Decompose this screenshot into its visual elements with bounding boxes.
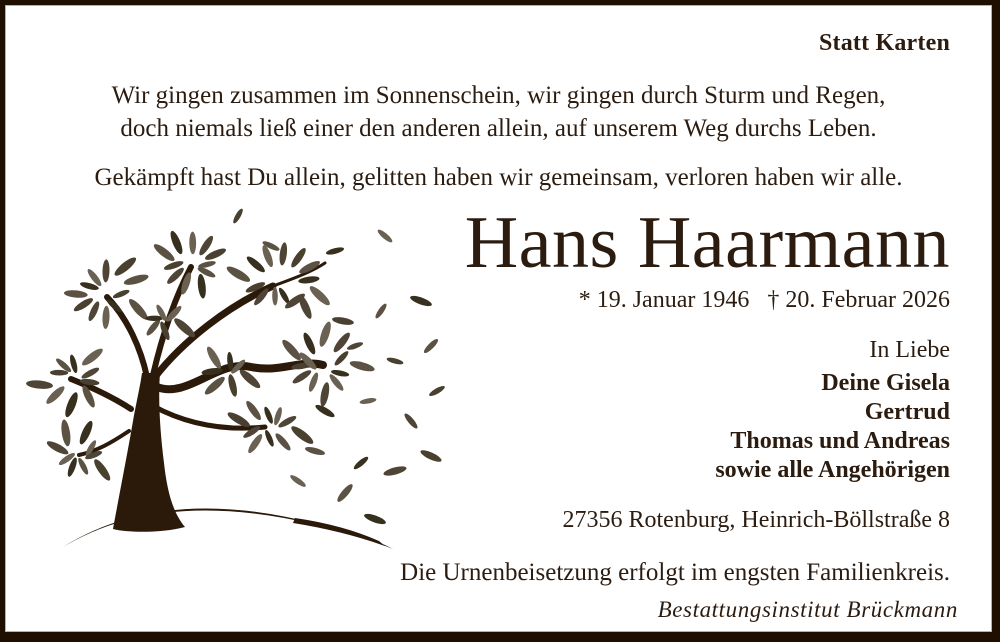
mourner-line: Gertrud <box>864 399 950 425</box>
epigraph-line-1: Wir gingen zusammen im Sonnenschein, wir gingen durch Sturm und Regen, <box>111 82 886 109</box>
epigraph-verse <box>5 79 992 145</box>
address-line: 27356 Rotenburg, Heinrich-Böllstraße 8 <box>562 507 950 533</box>
funeral-home-signature: Bestattungsinstitut Brückmann <box>657 597 958 622</box>
statt-karten-label: Statt Karten <box>818 30 950 56</box>
tree-trunk <box>113 373 185 532</box>
deceased-name: Hans Haarmann <box>464 202 950 284</box>
tree-branches <box>71 263 325 455</box>
mourners-block <box>715 336 950 485</box>
funeral-note: Die Urnenbeisetzung erfolgt im engsten Familienkreis. <box>400 559 950 586</box>
ground-hill-sliver <box>293 518 385 546</box>
mourner-line: sowie alle Angehörigen <box>715 457 950 483</box>
epigraph-line-2: doch niemals ließ einer den anderen allein, auf unserem Weg durchs Leben. <box>120 115 877 142</box>
closing-phrase: In Liebe <box>869 337 950 363</box>
mourner-line: Deine Gisela <box>821 370 950 396</box>
epigraph-verse-2: Gekämpft hast Du allein, gelitten haben wir gemeinsam, verloren haben wir alle. <box>94 164 903 191</box>
tree-leaves <box>26 207 446 526</box>
mourner-line: Thomas und Andreas <box>730 428 950 454</box>
wind-blown-tree-icon <box>13 201 483 583</box>
birth-death-dates: * 19. Januar 1946 † 20. Februar 2026 <box>578 287 950 313</box>
